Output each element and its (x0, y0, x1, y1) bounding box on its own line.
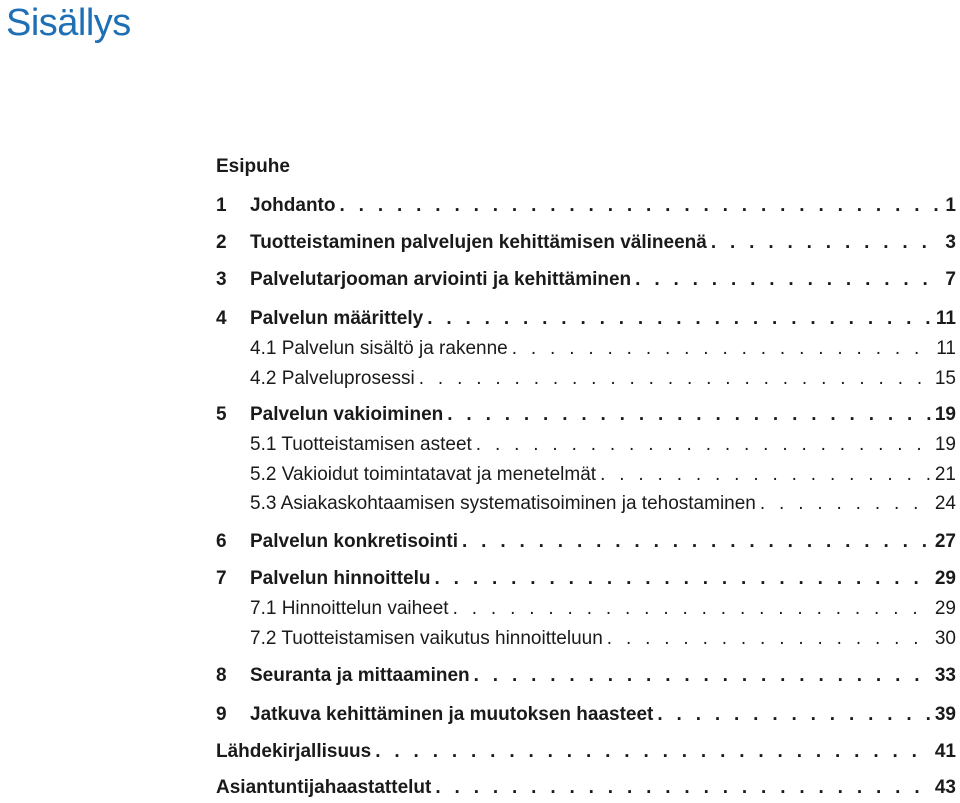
toc-preface (216, 154, 956, 180)
toc-entry-number: 1 (216, 195, 227, 216)
toc-subentry (216, 596, 956, 622)
toc-entry (216, 663, 956, 689)
leader-dots (435, 566, 931, 592)
toc-entry-title: Asiantuntijahaastattelut (216, 777, 432, 798)
toc-subentry (216, 432, 956, 458)
toc-subentry-page: 19 (934, 434, 956, 455)
toc-entry (216, 739, 956, 765)
toc-entry (216, 402, 956, 428)
toc-entry-title: Seuranta ja mittaaminen (250, 665, 470, 686)
toc-entry-title: Tuotteistaminen palvelujen kehittämisen välineenä (250, 232, 707, 253)
toc-entry-page: 43 (934, 777, 956, 798)
leader-dots (453, 596, 931, 622)
leader-dots (474, 663, 931, 689)
toc-subentry-page: 21 (934, 464, 956, 485)
leader-dots (657, 702, 930, 728)
toc-entry-number: 9 (216, 704, 227, 725)
leader-dots (340, 193, 942, 219)
toc-entry (216, 267, 956, 293)
leader-dots (607, 626, 931, 652)
toc-subentry (216, 626, 956, 652)
toc-subentry-title: 5.2 Vakioidut toimintatavat ja menetelmät (250, 464, 597, 485)
leader-dots (447, 402, 931, 428)
toc-entry-number: 2 (216, 232, 227, 253)
toc-subentry (216, 336, 956, 362)
toc-entry-page: 1 (945, 195, 956, 216)
toc-entry-page: 29 (934, 568, 956, 589)
leader-dots (635, 267, 941, 293)
leader-dots (512, 336, 933, 362)
toc-subentry-page: 24 (934, 493, 956, 514)
toc-entry-title: Palvelun vakioiminen (250, 404, 444, 425)
page-title: Sisällys (6, 2, 131, 44)
toc-subentry-title: 4.1 Palvelun sisältö ja rakenne (250, 338, 508, 359)
toc-subentry-title: 7.2 Tuotteistamisen vaikutus hinnoitteluun (250, 628, 603, 649)
toc-entry-page: 41 (934, 741, 956, 762)
toc-subentry-title: 5.3 Asiakaskohtaamisen systematisoiminen ja tehostaminen (250, 493, 756, 514)
toc-entry (216, 566, 956, 592)
toc-entry (216, 230, 956, 256)
toc-entry-title: Palvelun määrittely (250, 308, 424, 329)
toc-entry-page: 27 (934, 531, 956, 552)
toc-entry-page: 39 (934, 704, 956, 725)
toc-entry-page: 7 (945, 269, 956, 290)
toc-entry-title: Johdanto (250, 195, 336, 216)
toc-subentry-title: 5.1 Tuotteistamisen asteet (250, 434, 472, 455)
leader-dots (375, 739, 931, 765)
toc-entry-page: 19 (934, 404, 956, 425)
toc-entry (216, 529, 956, 555)
leader-dots (435, 775, 930, 801)
toc-subentry-page: 29 (934, 598, 956, 619)
toc-entry-title: Palvelutarjooman arviointi ja kehittäminen (250, 269, 632, 290)
leader-dots (462, 529, 931, 555)
toc-subentry-page: 15 (934, 368, 956, 389)
toc-entry-number: 4 (216, 308, 227, 329)
toc-preface-title: Esipuhe (216, 156, 290, 177)
toc-entry-number: 6 (216, 531, 227, 552)
leader-dots (760, 491, 931, 517)
toc-entry-title: Lähdekirjallisuus (216, 741, 372, 762)
leader-dots (419, 366, 931, 392)
toc-subentry-title: 4.2 Palveluprosessi (250, 368, 415, 389)
toc-subentry (216, 491, 956, 517)
toc-subentry (216, 366, 956, 392)
leader-dots (600, 462, 931, 488)
toc-entry-page: 3 (945, 232, 956, 253)
toc-entry-title: Jatkuva kehittäminen ja muutoksen haasteet (250, 704, 654, 725)
leader-dots (476, 432, 931, 458)
toc-entry-number: 5 (216, 404, 227, 425)
toc-entry-page: 11 (935, 308, 956, 329)
toc-entry (216, 306, 956, 332)
toc-entry-number: 3 (216, 269, 227, 290)
toc-entry-page: 33 (934, 665, 956, 686)
toc-subentry (216, 462, 956, 488)
leader-dots (711, 230, 942, 256)
leader-dots (427, 306, 932, 332)
toc-entry-title: Palvelun konkretisointi (250, 531, 458, 552)
toc-entry (216, 193, 956, 219)
toc-entry (216, 702, 956, 728)
toc-entry-number: 8 (216, 665, 227, 686)
toc-subentry-page: 11 (936, 338, 956, 359)
toc-entry-number: 7 (216, 568, 227, 589)
toc-subentry-page: 30 (934, 628, 956, 649)
toc-entry-title: Palvelun hinnoittelu (250, 568, 431, 589)
toc-subentry-title: 7.1 Hinnoittelun vaiheet (250, 598, 449, 619)
toc-entry (216, 775, 956, 801)
